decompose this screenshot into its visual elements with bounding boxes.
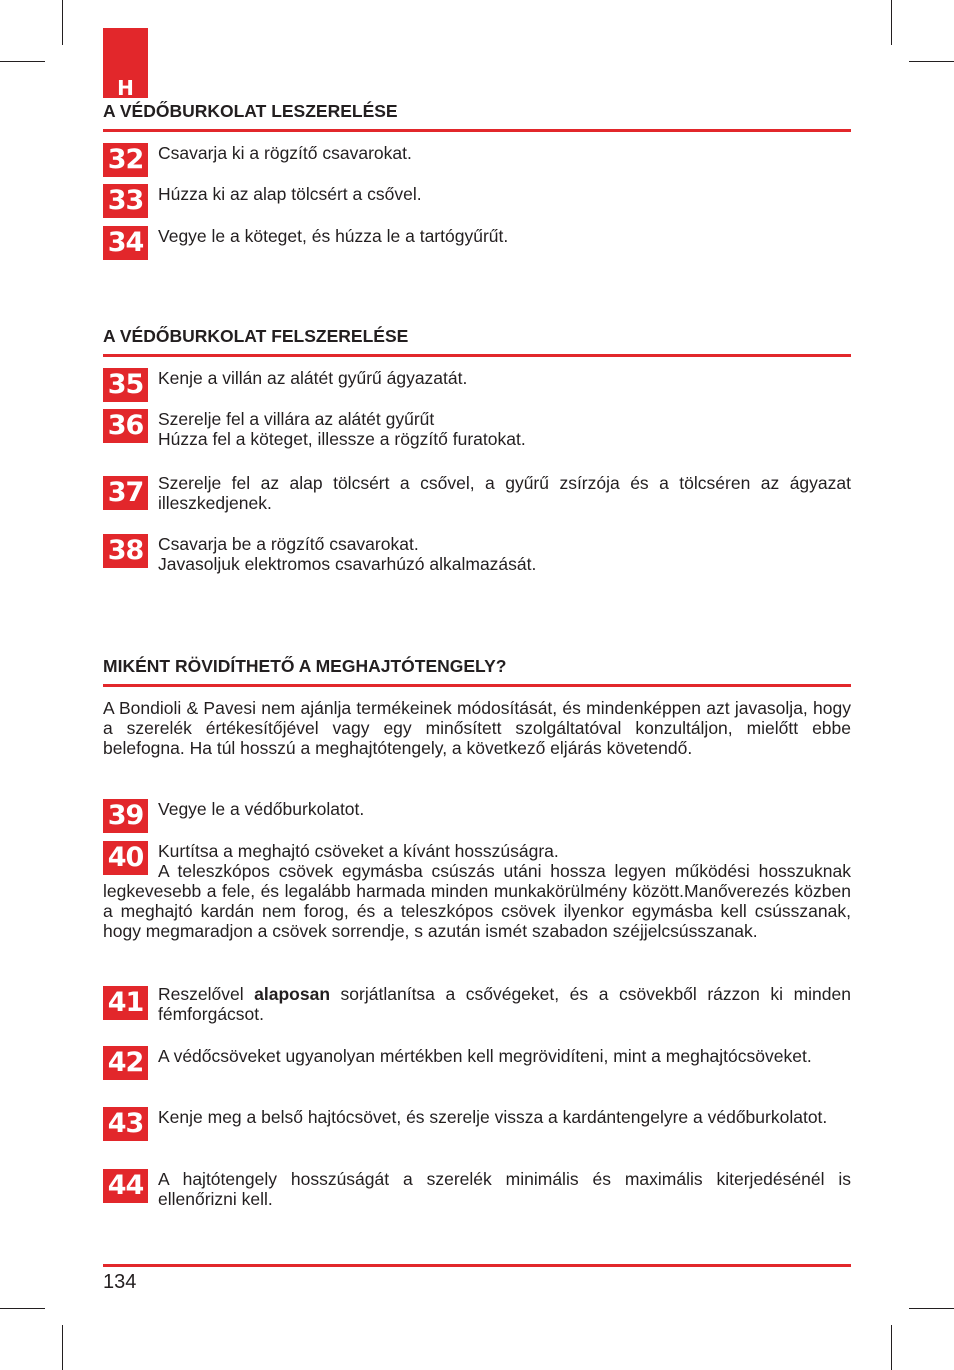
crop-mark [0,1308,45,1309]
step-text-line2: Javasoljuk elektromos csavarhúzó alkalmazását. [158,554,537,574]
crop-mark [891,0,892,45]
step-number: 43 [103,1107,148,1141]
step-37 [103,473,851,513]
step-41 [103,984,851,1024]
step-34 [103,226,851,258]
step-44 [103,1169,851,1209]
step-32 [103,143,851,175]
step-text: Csavarja ki a rögzítő csavarokat. [158,143,412,163]
section-title-removal: A VÉDŐBURKOLAT LESZERELÉSE [103,101,851,132]
section-title-shorten: MIKÉNT RÖVIDÍTHETŐ A MEGHAJTÓTENGELY? [103,656,851,687]
step-36 [103,409,851,449]
language-tab: H [103,28,148,98]
step-text: Vegye le a köteget, és húzza le a tartógyűrűt. [158,226,509,246]
step-39 [103,799,851,831]
step-number: 38 [103,534,148,568]
step-text: Vegye le a védőburkolatot. [158,799,365,819]
step-text: A hajtótengely hosszúságát a szerelék minimális és maximális kiterjedésénél is ellenőrizni kell. [158,1169,851,1209]
step-number: 35 [103,368,148,402]
step-number: 44 [103,1169,148,1203]
step-35 [103,368,851,400]
step-text: Kenje meg a belső hajtócsövet, és szerelje vissza a kardántengelyre a védőburkolatot. [158,1107,828,1127]
crop-mark [0,61,45,62]
step-text: A védőcsöveket ugyanolyan mértékben kell megrövidíteni, mint a meghajtócsöveket. [158,1046,812,1066]
step-38 [103,534,851,574]
step-text: Húzza ki az alap tölcsért a csővel. [158,184,422,204]
step-text-line2: A teleszkópos csövek egymásba csúszás utáni hossza legyen működési hosszuknak legkevesebb a fele, és legalább harmada minden munkakörülmény között.Manőverezés közben a meghajtó kardán nem forog, és a teleszkópos csövek ilyenkor egymásba kell csússzanak, hogy megmaradjon a csövek sorrendje, s azután ismét szabadon széjjelcsússzanak. [103,861,851,941]
step-43 [103,1107,851,1139]
step-text-line1: Kurtítsa a meghajtó csöveket a kívánt hosszúságra. [158,841,559,861]
section-title-install: A VÉDŐBURKOLAT FELSZERELÉSE [103,326,851,357]
step-number: 34 [103,226,148,260]
step-text-line1: Csavarja be a rögzítő csavarokat. [158,534,419,554]
step-number: 42 [103,1046,148,1080]
step-text-line1: Szerelje fel a villára az alátét gyűrűt [158,409,435,429]
step-text: Szerelje fel az alap tölcsért a csővel, a gyűrű zsírzója és a tölcséren az ágyazat illeszkedjenek. [158,473,851,513]
step-number: 37 [103,476,148,510]
step-number: 41 [103,986,148,1020]
step-number: 32 [103,143,148,177]
crop-mark [891,1325,892,1370]
footer-rule [103,1264,851,1267]
step-42 [103,1046,851,1078]
step-text: Reszelővel alaposan sorjátlanítsa a csővégeket, és a csövekből rázzon ki minden fémforgácsot. [158,984,851,1024]
step-text-line2: Húzza fel a köteget, illessze a rögzítő furatokat. [158,429,526,449]
crop-mark [62,1325,63,1370]
step-40 [103,841,851,941]
step-number: 36 [103,409,148,443]
step-number: 33 [103,184,148,218]
crop-mark [62,0,63,45]
step-33 [103,184,851,216]
step-text-bold: alaposan [254,984,331,1004]
step-number: 40 [103,841,148,875]
step-number: 39 [103,799,148,833]
crop-mark [909,61,954,62]
page-number: 134 [103,1271,137,1293]
crop-mark [909,1308,954,1309]
step-text: Kenje a villán az alátét gyűrű ágyazatát. [158,368,468,388]
intro-paragraph: A Bondioli & Pavesi nem ajánlja termékeinek módosítását, és mindenképpen azt javasolja, hogy a szerelék értékesítőjével vagy egy minősített szolgáltatóval konzultáljon, mielőtt ebbe belefogna. Ha túl hosszú a meghajtótengely, a következő eljárás követendő. [103,698,851,758]
